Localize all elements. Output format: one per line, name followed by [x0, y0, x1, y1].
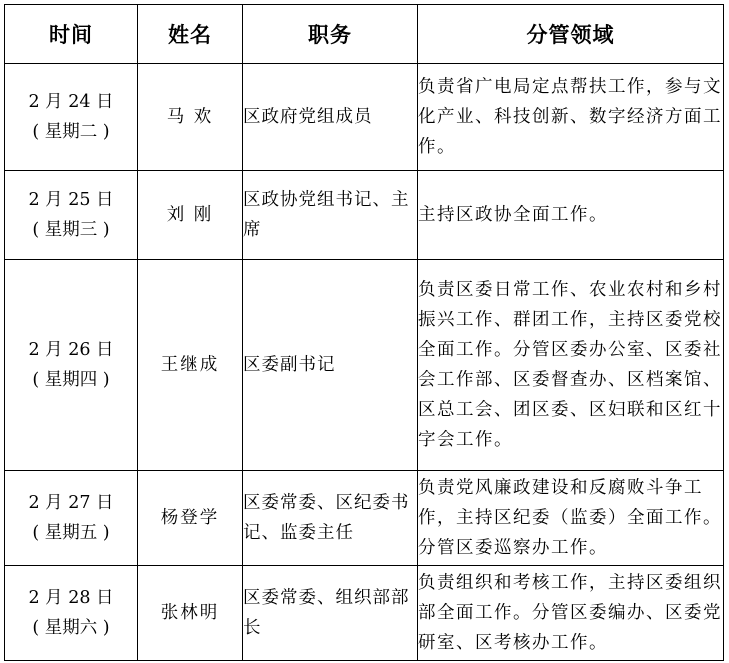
scope-text: 负责区委日常工作、农业农村和乡村振兴工作、群团工作，主持区委党校全面工作。分管区委办公室、区委社会工作部、区委督查办、区档案馆、区总工会、团区委、区妇联和区红十字会工作。 — [418, 280, 722, 450]
weekday-text: ( 星期四 ) — [32, 370, 110, 390]
scope-cell — [418, 566, 724, 661]
weekday-text: ( 星期五 ) — [32, 523, 110, 543]
name-cell: 马 欢 — [138, 64, 243, 171]
time-cell — [5, 171, 138, 260]
table-row — [5, 566, 724, 661]
time-cell — [5, 471, 138, 566]
table-row — [5, 64, 724, 171]
scope-cell — [418, 171, 724, 260]
name-cell: 张林明 — [138, 566, 243, 661]
table-row — [5, 260, 724, 471]
position-cell: 区委副书记 — [243, 260, 418, 471]
date-text: 2 月 26 日 — [28, 340, 114, 360]
time-cell — [5, 64, 138, 171]
scope-text: 负责省广电局定点帮扶工作，参与文化产业、科技创新、数字经济方面工作。 — [418, 77, 722, 157]
time-cell — [5, 566, 138, 661]
scope-text: 主持区政协全面工作。 — [418, 205, 608, 225]
header-name: 姓名 — [138, 5, 243, 64]
scope-cell — [418, 64, 724, 171]
time-cell — [5, 260, 138, 471]
scope-text: 负责组织和考核工作，主持区委组织部全面工作。分管区委编办、区委党研室、区考核办工作。 — [418, 573, 722, 653]
header-scope: 分管领域 — [418, 5, 724, 64]
date-text: 2 月 25 日 — [28, 190, 114, 210]
table-row — [5, 171, 724, 260]
position-cell: 区委常委、区纪委书记、监委主任 — [243, 471, 418, 566]
scope-cell — [418, 260, 724, 471]
position-cell: 区委常委、组织部部长 — [243, 566, 418, 661]
header-row — [5, 5, 724, 64]
position-cell: 区政协党组书记、主席 — [243, 171, 418, 260]
position-cell: 区政府党组成员 — [243, 64, 418, 171]
date-text: 2 月 27 日 — [28, 493, 114, 513]
weekday-text: ( 星期六 ) — [32, 618, 110, 638]
duty-schedule-table — [4, 4, 724, 661]
table-row — [5, 471, 724, 566]
name-cell: 刘 刚 — [138, 171, 243, 260]
header-time: 时间 — [5, 5, 138, 64]
scope-text: 负责党风廉政建设和反腐败斗争工作，主持区纪委（监委）全面工作。分管区委巡察办工作。 — [418, 478, 722, 558]
weekday-text: ( 星期二 ) — [32, 122, 110, 142]
header-position: 职务 — [243, 5, 418, 64]
scope-cell — [418, 471, 724, 566]
date-text: 2 月 24 日 — [28, 92, 114, 112]
weekday-text: ( 星期三 ) — [32, 220, 110, 240]
date-text: 2 月 28 日 — [28, 588, 114, 608]
name-cell: 王继成 — [138, 260, 243, 471]
name-cell: 杨登学 — [138, 471, 243, 566]
